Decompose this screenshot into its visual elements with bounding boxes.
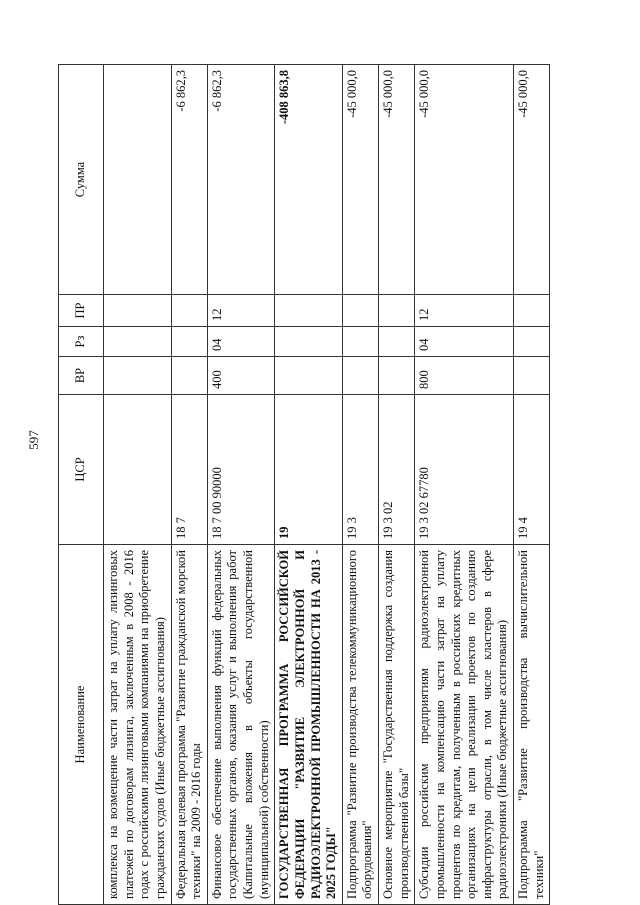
header-rz: Рз [59, 327, 104, 357]
row-csr: 19 3 02 67780 [415, 395, 514, 545]
row-csr: 19 [275, 395, 343, 545]
row-csr: 19 3 02 [379, 395, 415, 545]
row-rz: 04 [207, 327, 275, 357]
row-sum: -45 000,0 [514, 65, 550, 295]
row-name: комплекса на возмещение части затрат на уплату лизинговых платежей по договорам лизинга, заключенным в 2008 - 2016 годах с российскими лизинговыми компаниями на приобретение гражданских судов (Иные бюджетные ассигнования) [104, 545, 172, 905]
row-name: Федеральная целевая программа "Развитие гражданской морской техники" на 2009 - 2016 годы [171, 545, 207, 905]
row-vr: 800 [415, 357, 514, 395]
table-row [207, 65, 275, 905]
row-rz [514, 327, 550, 357]
row-rz: 04 [415, 327, 514, 357]
row-name: Подпрограмма "Развитие производства телекоммуникационного оборудования" [342, 545, 378, 905]
row-name: Субсидии российским предприятиям радиоэлектронной промышленности на компенсацию части затрат на уплату процентов по кредитам, полученным в российских кредитных организациях на цели реализации проектов по созданию инфраструктуры отрасли, в том числе кластеров в сфере радиоэлектроники (Иные бюджетные ассигнования) [415, 545, 514, 905]
row-name: ГОСУДАРСТВЕННАЯ ПРОГРАММА РОССИЙСКОЙ ФЕДЕРАЦИИ "РАЗВИТИЕ ЭЛЕКТРОННОЙ И РАДИОЭЛЕКТРОННОЙ ПРОМЫШЛЕННОСТИ НА 2013 - 2025 ГОДЫ" [275, 545, 343, 905]
header-csr: ЦСР [59, 395, 104, 545]
row-pr: 12 [207, 295, 275, 327]
header-vr: ВР [59, 357, 104, 395]
row-sum [104, 65, 172, 295]
row-vr [171, 357, 207, 395]
header-pr: ПР [59, 295, 104, 327]
table-header-row [59, 65, 104, 905]
header-sum: Сумма [59, 65, 104, 295]
row-rz [342, 327, 378, 357]
row-csr: 19 3 [342, 395, 378, 545]
row-rz [104, 327, 172, 357]
rotated-page [58, 0, 640, 905]
row-pr [514, 295, 550, 327]
row-rz [171, 327, 207, 357]
row-csr [104, 395, 172, 545]
row-name: Финансовое обеспечение выполнения функций федеральных государственных органов, оказания услуг и выполнения работ (Капитальные вложения в объекты государственной (муниципальной) собственности) [207, 545, 275, 905]
row-pr: 12 [415, 295, 514, 327]
row-sum: -6 862,3 [171, 65, 207, 295]
header-name: Наименование [59, 545, 104, 905]
row-vr [275, 357, 343, 395]
row-pr [342, 295, 378, 327]
table-row [379, 65, 415, 905]
table-row [171, 65, 207, 905]
table-row [104, 65, 172, 905]
row-csr: 19 4 [514, 395, 550, 545]
row-name: Основное мероприятие "Государственная поддержка создания производственной базы" [379, 545, 415, 905]
row-sum: -45 000,0 [342, 65, 378, 295]
page-number: 597 [25, 430, 41, 450]
row-vr: 400 [207, 357, 275, 395]
row-sum: -45 000,0 [379, 65, 415, 295]
budget-table [58, 64, 550, 905]
row-pr [379, 295, 415, 327]
row-rz [275, 327, 343, 357]
table-row [275, 65, 343, 905]
table-row [342, 65, 378, 905]
row-pr [171, 295, 207, 327]
row-pr [104, 295, 172, 327]
row-sum: -45 000,0 [415, 65, 514, 295]
table-row [415, 65, 514, 905]
row-csr: 18 7 [171, 395, 207, 545]
row-csr: 18 7 00 90000 [207, 395, 275, 545]
row-name: Подпрограмма "Развитие производства вычислительной техники" [514, 545, 550, 905]
row-vr [342, 357, 378, 395]
row-vr [379, 357, 415, 395]
row-pr [275, 295, 343, 327]
row-vr [104, 357, 172, 395]
row-sum: -408 863,8 [275, 65, 343, 295]
table-row [514, 65, 550, 905]
row-sum: -6 862,3 [207, 65, 275, 295]
row-rz [379, 327, 415, 357]
row-vr [514, 357, 550, 395]
